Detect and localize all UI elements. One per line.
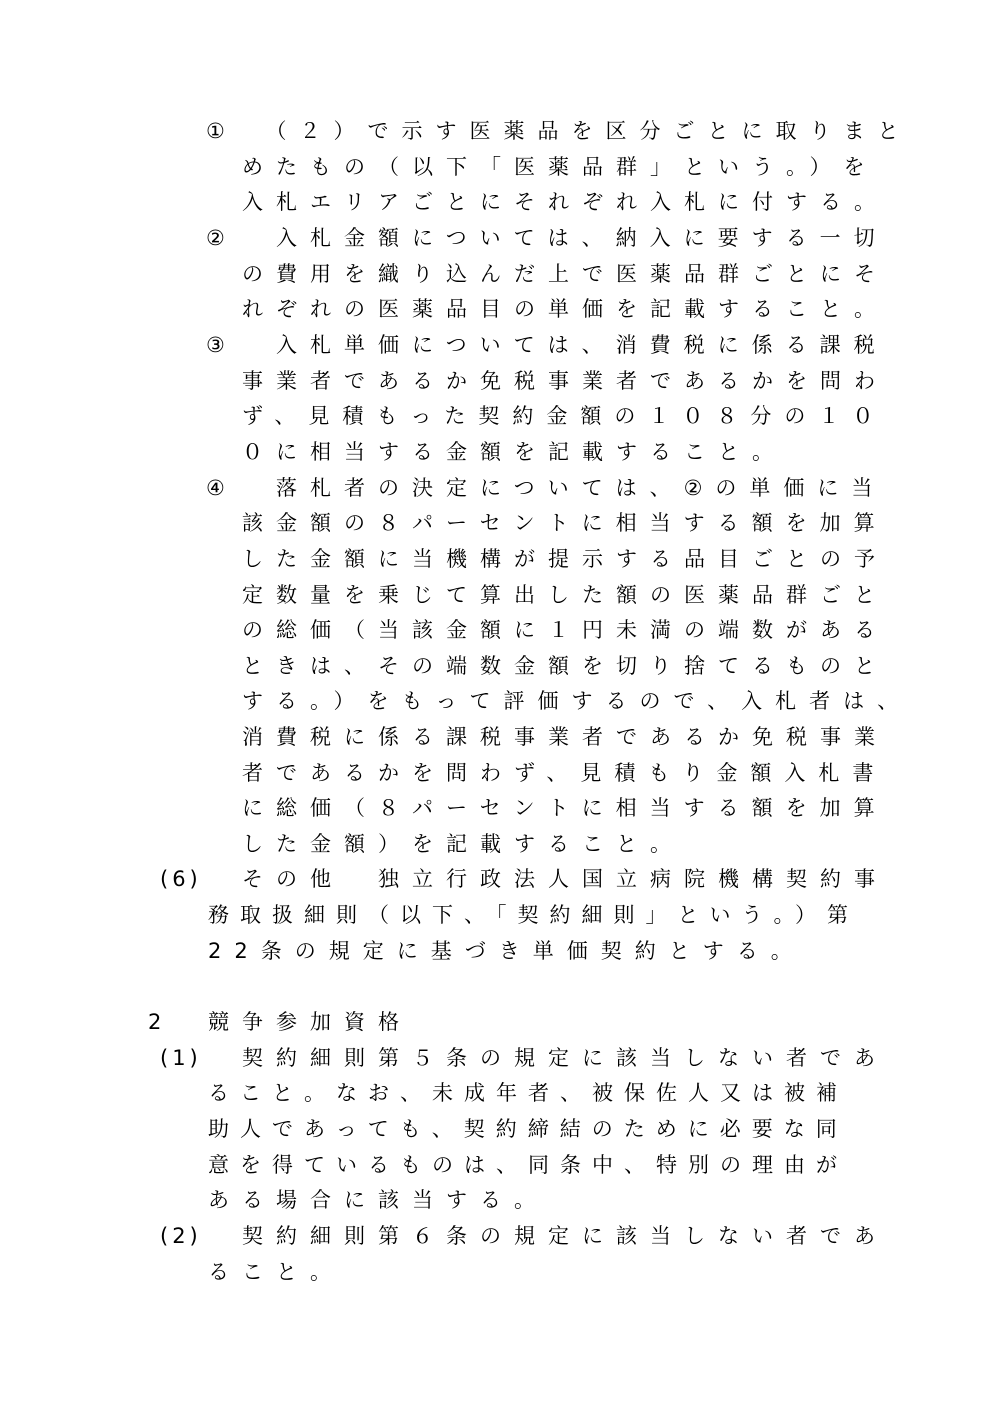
item-6-line-1: その他 独立行政法人国立病院機構契約事 xyxy=(242,867,888,891)
item-6-line-3: 22条の規定に基づき単価契約とする。 xyxy=(208,939,805,963)
item-2-line-1: 入札金額については、納入に要する一切 xyxy=(242,226,888,250)
item-4-line-4: 定数量を乗じて算出した額の医薬品群ごと xyxy=(242,583,888,607)
item-marker-2: ② xyxy=(206,226,229,250)
item-1-line-3: 入札エリアごとにそれぞれ入札に付する。 xyxy=(242,190,888,214)
item-4-line-8: 消費税に係る課税事業者であるか免税事業 xyxy=(242,725,888,749)
item-1-line-1: （２）で示す医薬品を区分ごとに取りまと xyxy=(242,119,912,143)
item-3-line-4: ０に相当する金額を記載すること。 xyxy=(242,440,786,464)
section-2-item-1-marker: (1) xyxy=(160,1046,202,1070)
item-4-line-2: 該金額の８パーセントに相当する額を加算 xyxy=(242,511,888,535)
item-6-marker: (6) xyxy=(160,867,202,891)
item-3-line-3: ず、見積もった契約金額の１０８分の１０ xyxy=(242,404,887,428)
section-2-item-1-line-1: 契約細則第５条の規定に該当しない者であ xyxy=(242,1046,888,1070)
item-6-line-2: 務取扱細則（以下、「契約細則」という。）第 xyxy=(208,903,859,927)
section-2-item-2-line-1: 契約細則第６条の規定に該当しない者であ xyxy=(242,1224,888,1248)
item-2-line-3: れぞれの医薬品目の単価を記載すること。 xyxy=(242,297,888,321)
item-4-line-11: した金額）を記載すること。 xyxy=(242,832,684,856)
item-4-line-6: ときは、その端数金額を切り捨てるものと xyxy=(242,654,888,678)
section-2-item-2-line-2: ること。 xyxy=(208,1260,344,1284)
item-4-line-3: した金額に当機構が提示する品目ごとの予 xyxy=(242,547,888,571)
section-2-number: 2 xyxy=(148,1010,166,1034)
item-3-line-1: 入札単価については、消費税に係る課税 xyxy=(242,333,888,357)
item-4-line-7: する。）をもって評価するので、入札者は、 xyxy=(242,689,912,713)
item-3-line-2: 事業者であるか免税事業者であるかを問わ xyxy=(242,369,888,393)
section-2-title: 競争参加資格 xyxy=(208,1010,412,1034)
item-4-line-5: の総価（当該金額に１円未満の端数がある xyxy=(242,618,888,642)
item-4-line-1: 落札者の決定については、②の単価に当 xyxy=(242,476,886,500)
item-2-line-2: の費用を織り込んだ上で医薬品群ごとにそ xyxy=(242,262,888,286)
section-2-item-1-line-2: ること。なお、未成年者、被保佐人又は被補 xyxy=(208,1081,848,1105)
item-4-line-10: に総価（８パーセントに相当する額を加算 xyxy=(242,796,888,820)
item-4-line-9: 者であるかを問わず、見積もり金額入札書 xyxy=(242,761,887,785)
item-1-line-2: めたもの（以下「医薬品群」という。）を xyxy=(242,155,878,179)
section-2-item-2-marker: (2) xyxy=(160,1224,202,1248)
section-2-item-1-line-3: 助人であっても、契約締結のために必要な同 xyxy=(208,1117,848,1141)
item-marker-4: ④ xyxy=(206,476,229,500)
item-marker-1: ① xyxy=(206,119,229,143)
section-2-item-1-line-4: 意を得ているものは、同条中、特別の理由が xyxy=(208,1153,848,1177)
item-marker-3: ③ xyxy=(206,333,229,357)
section-2-item-1-line-5: ある場合に該当する。 xyxy=(208,1188,548,1212)
